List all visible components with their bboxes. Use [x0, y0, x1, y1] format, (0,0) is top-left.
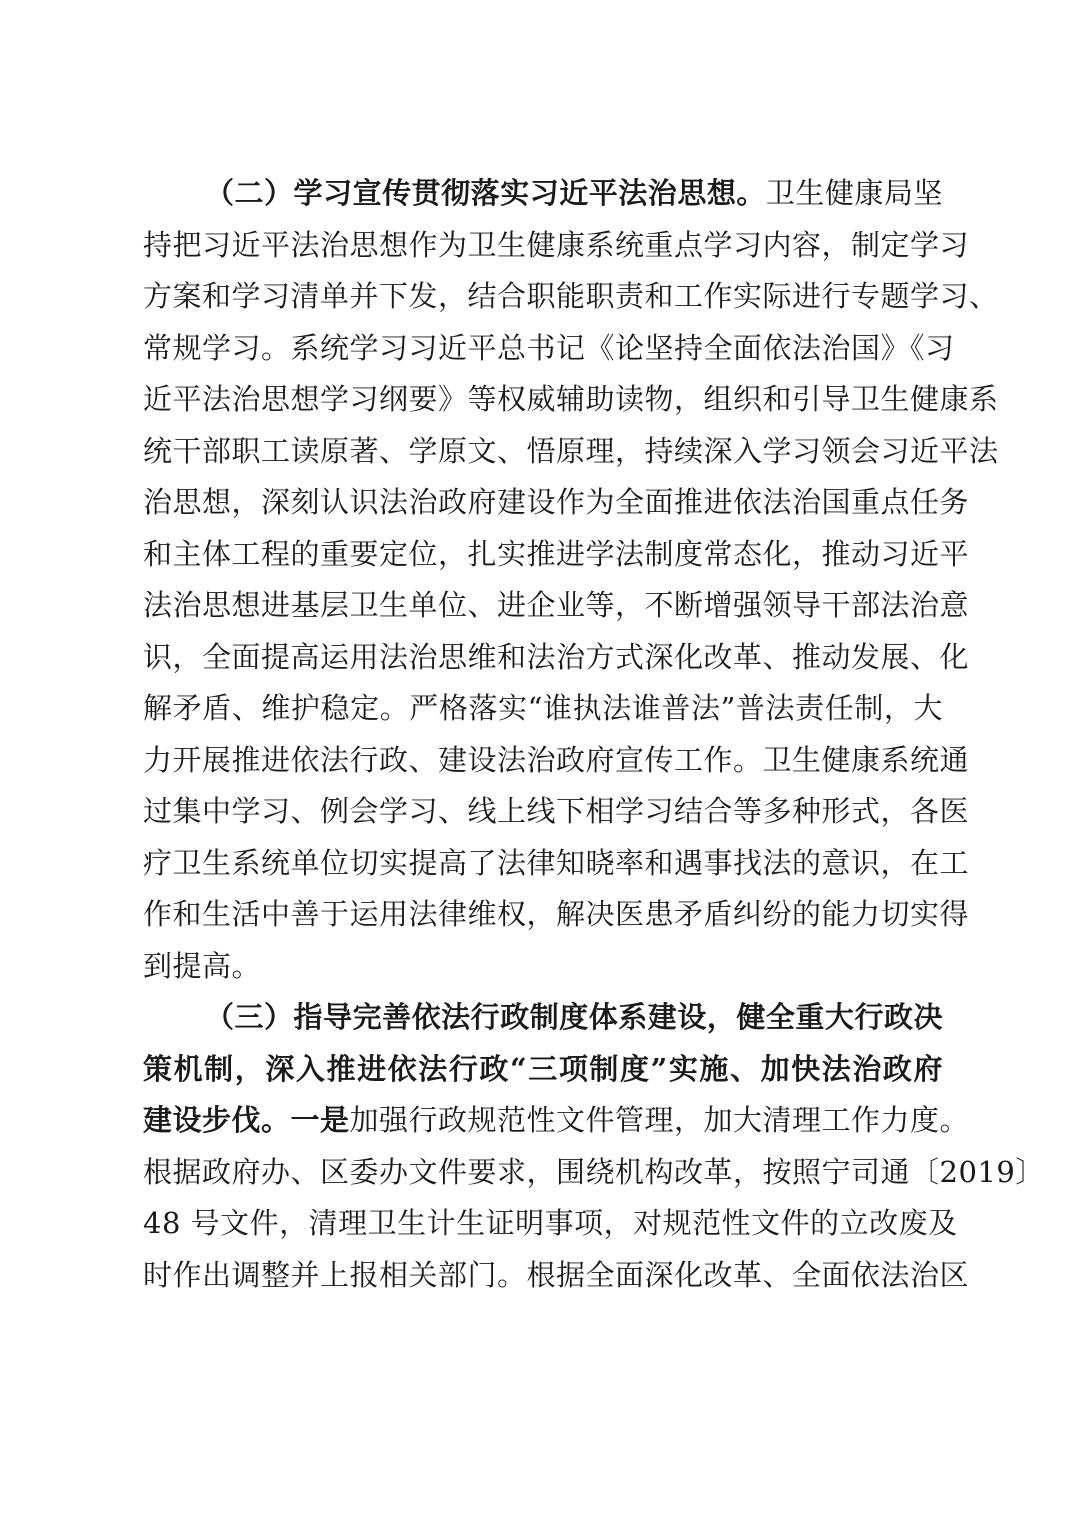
section2-line-6: 统干部职工读原著、学原文、悟原理，持续深入学习领会习近平法: [143, 433, 999, 468]
section2-line-3: 方案和学习清单并下发，结合职能职责和工作实际进行专题学习、: [143, 279, 999, 313]
document-page: [143, 168, 1045, 1301]
section3-heading-line-1: （三）指导完善依法行政制度体系建设，健全重大行政决: [205, 1000, 943, 1034]
section3-line-4: 根据政府办、区委办文件要求，围绕机构改革，按照宁司通〔2019〕: [143, 1154, 1045, 1189]
section2-line-12: 力开展推进依法行政、建设法治政府宣传工作。卫生健康系统通: [143, 742, 970, 777]
section2-line-16: 到提高。: [143, 948, 262, 983]
section2-line-1-text: 卫生健康局坚: [765, 176, 943, 210]
section2-line-10: 识，全面提高运用法治思维和法治方式深化改革、推动发展、化: [143, 639, 970, 674]
section3-line-5: 48 号文件，清理卫生计生证明事项，对规范性文件的立改废及: [143, 1206, 958, 1240]
section2-line-11: 解矛盾、维护稳定。严格落实“谁执法谁普法”普法责任制，大: [143, 691, 943, 725]
section2-line-13: 过集中学习、例会学习、线上线下相学习结合等多种形式，各医: [143, 794, 970, 828]
section2-line-8: 和主体工程的重要定位，扎实推进学法制度常态化，推动习近平: [143, 536, 970, 571]
section3-line-3: [143, 1095, 970, 1147]
section2-line-5: 近平法治思想学习纲要》等权威辅助读物，组织和引导卫生健康系: [143, 382, 999, 416]
section3-line-3-text: 加强行政规范性文件管理，加大清理工作力度。: [349, 1103, 970, 1137]
section2-line-9: 法治思想进基层卫生单位、进企业等，不断增强领导干部法治意: [143, 588, 970, 622]
section3-heading-tail: 建设步伐。一是: [143, 1103, 350, 1137]
section3-heading-line-2: 策机制，深入推进依法行政“三项制度”实施、加快法治政府: [143, 1051, 943, 1086]
section2-heading: （二）学习宣传贯彻落实习近平法治思想。: [205, 176, 766, 210]
section2-line-2: 持把习近平法治思想作为卫生健康系统重点学习内容，制定学习: [143, 227, 970, 262]
section2-line-4: 常规学习。系统学习习近平总书记《论坚持全面依法治国》《习: [143, 330, 955, 365]
section2-line-7: 治思想，深刻认识法治政府建设作为全面推进依法治国重点任务: [143, 485, 970, 519]
section2-line-14: 疗卫生系统单位切实提高了法律知晓率和遇事找法的意识，在工: [143, 845, 970, 880]
section3-line-6: 时作出调整并上报相关部门。根据全面深化改革、全面依法治区: [143, 1257, 970, 1292]
section2-line-15: 作和生活中善于运用法律维权，解决医患矛盾纠纷的能力切实得: [143, 897, 970, 931]
section2-line-1: [143, 168, 943, 220]
